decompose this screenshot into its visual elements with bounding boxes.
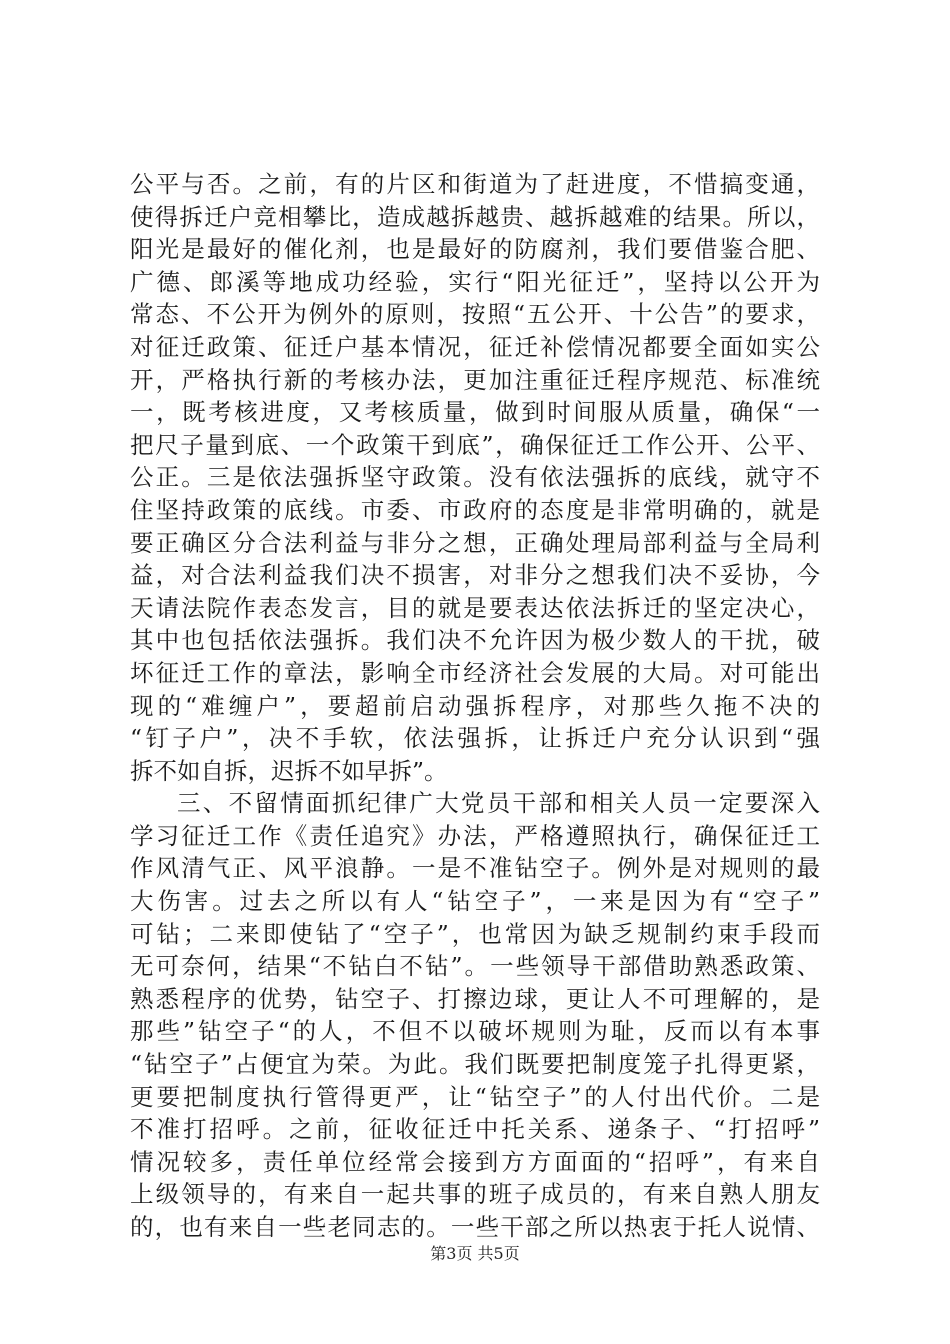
text-line: 其中也包括依法强拆。我们决不允许因为极少数人的干扰，破 [130, 626, 820, 655]
text-line: 学习征迁工作《责任追究》办法，严格遵照执行，确保征迁工 [130, 821, 820, 850]
text-line: 大伤害。过去之所以有人“钻空子”，一来是因为有“空子” [130, 887, 820, 916]
text-line: “钻空子”占便宜为荣。为此。我们既要把制度笼子扎得更紧， [130, 1050, 820, 1079]
text-line: 益，对合法利益我们决不损害，对非分之想我们决不妥协，今 [130, 561, 820, 590]
text-line: 熟悉程序的优势，钻空子、打擦边球，更让人不可理解的，是 [130, 984, 820, 1013]
text-line: 对征迁政策、征迁户基本情况，征迁补偿情况都要全面如实公 [130, 332, 820, 361]
text-line: 无可奈何，结果“不钻白不钻”。一些领导干部借助熟悉政策、 [130, 952, 820, 981]
text-line: 使得拆迁户竞相攀比，造成越拆越贵、越拆越难的结果。所以， [130, 202, 820, 231]
text-line: 更要把制度执行管得更严，让“钻空子”的人付出代价。二是 [130, 1082, 820, 1111]
text-line: 一，既考核进度，又考核质量，做到时间服从质量，确保“一 [130, 398, 820, 427]
text-line: 不准打招呼。之前，征收征迁中托关系、递条子、“打招呼” [130, 1115, 820, 1144]
text-line: 坏征迁工作的章法，影响全市经济社会发展的大局。对可能出 [130, 658, 820, 687]
text-line: 的，也有来自一些老同志的。一些干部之所以热衷于托人说情、 [130, 1213, 820, 1241]
text-line: 开，严格执行新的考核办法，更加注重征迁程序规范、标准统 [130, 365, 820, 394]
text-line: 拆不如自拆，迟拆不如早拆”。 [130, 756, 448, 785]
text-line: 作风清气正、风平浪静。一是不准钻空子。例外是对规则的最 [130, 854, 820, 883]
text-line: 广德、郎溪等地成功经验，实行“阳光征迁”，坚持以公开为 [130, 267, 820, 296]
text-line: 公平与否。之前，有的片区和街道为了赶进度，不惜搞变通， [130, 170, 820, 198]
text-line: 天请法院作表态发言，目的就是要表达依法拆迁的坚定决心， [130, 593, 820, 622]
text-line: 住坚持政策的底线。市委、市政府的态度是非常明确的，就是 [130, 495, 820, 524]
text-line: 公正。三是依法强拆坚守政策。没有依法强拆的底线，就守不 [130, 463, 820, 492]
text-line: “钉子户”，决不手软，依法强拆，让拆迁户充分认识到“强 [130, 724, 820, 753]
text-line: 常态、不公开为例外的原则，按照“五公开、十公告”的要求， [130, 300, 820, 329]
text-line: 把尺子量到底、一个政策干到底”，确保征迁工作公开、公平、 [130, 430, 820, 459]
text-line: 可钻；二来即使钻了“空子”，也常因为缺乏规制约束手段而 [130, 919, 820, 948]
text-line: 三、不留情面抓纪律广大党员干部和相关人员一定要深入 [177, 789, 820, 818]
text-line: 上级领导的，有来自一起共事的班子成员的，有来自熟人朋友 [130, 1180, 820, 1209]
body-text [130, 168, 820, 1244]
text-line: 阳光是最好的催化剂，也是最好的防腐剂，我们要借鉴合肥、 [130, 235, 820, 264]
text-line: 要正确区分合法利益与非分之想，正确处理局部利益与全局利 [130, 528, 820, 557]
text-line: 情况较多，责任单位经常会接到方方面面的“招呼”，有来自 [130, 1147, 820, 1176]
page-number-footer: 第3页 共5页 [430, 1244, 520, 1263]
text-line: 那些”钻空子“的人，不但不以破坏规则为耻，反而以有本事 [130, 1017, 820, 1046]
text-line: 现的“难缠户”，要超前启动强拆程序，对那些久拖不决的 [130, 691, 820, 720]
